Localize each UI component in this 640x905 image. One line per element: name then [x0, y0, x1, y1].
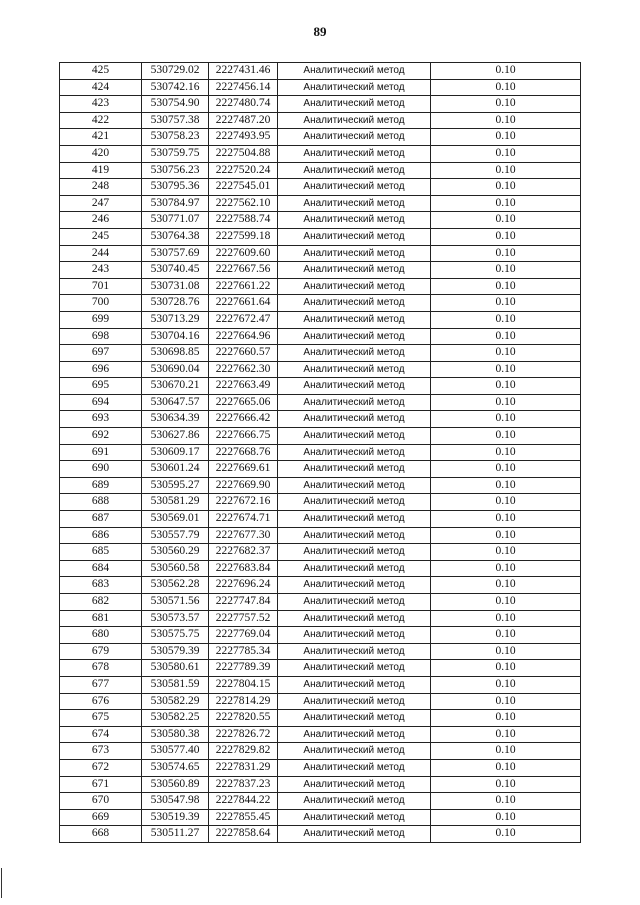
method-cell: Аналитический метод [278, 162, 431, 179]
method-cell: Аналитический метод [278, 494, 431, 511]
method-cell: Аналитический метод [278, 278, 431, 295]
table-row [60, 63, 581, 80]
x-coordinate-cell: 530713.29 [142, 311, 209, 328]
point-number-cell: 683 [60, 577, 142, 594]
method-cell: Аналитический метод [278, 444, 431, 461]
accuracy-cell: 0.10 [431, 361, 581, 378]
table-row [60, 793, 581, 810]
accuracy-cell: 0.10 [431, 759, 581, 776]
x-coordinate-cell: 530742.16 [142, 79, 209, 96]
point-number-cell: 692 [60, 428, 142, 445]
x-coordinate-cell: 530754.90 [142, 96, 209, 113]
table-row [60, 345, 581, 362]
method-cell: Аналитический метод [278, 428, 431, 445]
x-coordinate-cell: 530569.01 [142, 511, 209, 528]
table-row [60, 278, 581, 295]
coordinates-table-container [59, 62, 580, 843]
table-row [60, 676, 581, 693]
accuracy-cell: 0.10 [431, 743, 581, 760]
x-coordinate-cell: 530581.59 [142, 676, 209, 693]
x-coordinate-cell: 530601.24 [142, 461, 209, 478]
table-row [60, 129, 581, 146]
point-number-cell: 682 [60, 594, 142, 611]
y-coordinate-cell: 2227669.61 [209, 461, 278, 478]
point-number-cell: 668 [60, 826, 142, 843]
table-row [60, 394, 581, 411]
method-cell: Аналитический метод [278, 79, 431, 96]
method-cell: Аналитический метод [278, 112, 431, 129]
point-number-cell: 419 [60, 162, 142, 179]
method-cell: Аналитический метод [278, 394, 431, 411]
accuracy-cell: 0.10 [431, 228, 581, 245]
accuracy-cell: 0.10 [431, 610, 581, 627]
y-coordinate-cell: 2227663.49 [209, 378, 278, 395]
table-row [60, 162, 581, 179]
method-cell: Аналитический метод [278, 179, 431, 196]
point-number-cell: 694 [60, 394, 142, 411]
x-coordinate-cell: 530577.40 [142, 743, 209, 760]
y-coordinate-cell: 2227858.64 [209, 826, 278, 843]
method-cell: Аналитический метод [278, 793, 431, 810]
x-coordinate-cell: 530647.57 [142, 394, 209, 411]
accuracy-cell: 0.10 [431, 328, 581, 345]
y-coordinate-cell: 2227814.29 [209, 693, 278, 710]
method-cell: Аналитический метод [278, 527, 431, 544]
y-coordinate-cell: 2227666.75 [209, 428, 278, 445]
x-coordinate-cell: 530519.39 [142, 809, 209, 826]
y-coordinate-cell: 2227674.71 [209, 511, 278, 528]
accuracy-cell: 0.10 [431, 809, 581, 826]
coordinates-table [59, 62, 581, 843]
point-number-cell: 420 [60, 145, 142, 162]
accuracy-cell: 0.10 [431, 162, 581, 179]
x-coordinate-cell: 530704.16 [142, 328, 209, 345]
table-row [60, 361, 581, 378]
method-cell: Аналитический метод [278, 577, 431, 594]
x-coordinate-cell: 530582.29 [142, 693, 209, 710]
table-row [60, 809, 581, 826]
table-row [60, 759, 581, 776]
table-row [60, 96, 581, 113]
x-coordinate-cell: 530609.17 [142, 444, 209, 461]
accuracy-cell: 0.10 [431, 444, 581, 461]
y-coordinate-cell: 2227672.47 [209, 311, 278, 328]
method-cell: Аналитический метод [278, 228, 431, 245]
y-coordinate-cell: 2227480.74 [209, 96, 278, 113]
x-coordinate-cell: 530595.27 [142, 477, 209, 494]
method-cell: Аналитический метод [278, 511, 431, 528]
accuracy-cell: 0.10 [431, 660, 581, 677]
y-coordinate-cell: 2227667.56 [209, 262, 278, 279]
accuracy-cell: 0.10 [431, 676, 581, 693]
method-cell: Аналитический метод [278, 245, 431, 262]
accuracy-cell: 0.10 [431, 627, 581, 644]
table-row [60, 212, 581, 229]
method-cell: Аналитический метод [278, 212, 431, 229]
table-row [60, 643, 581, 660]
x-coordinate-cell: 530582.25 [142, 710, 209, 727]
method-cell: Аналитический метод [278, 676, 431, 693]
y-coordinate-cell: 2227664.96 [209, 328, 278, 345]
x-coordinate-cell: 530573.57 [142, 610, 209, 627]
point-number-cell: 424 [60, 79, 142, 96]
point-number-cell: 675 [60, 710, 142, 727]
table-row [60, 145, 581, 162]
method-cell: Аналитический метод [278, 560, 431, 577]
x-coordinate-cell: 530698.85 [142, 345, 209, 362]
accuracy-cell: 0.10 [431, 793, 581, 810]
accuracy-cell: 0.10 [431, 245, 581, 262]
accuracy-cell: 0.10 [431, 311, 581, 328]
y-coordinate-cell: 2227747.84 [209, 594, 278, 611]
point-number-cell: 691 [60, 444, 142, 461]
point-number-cell: 690 [60, 461, 142, 478]
method-cell: Аналитический метод [278, 693, 431, 710]
table-row [60, 245, 581, 262]
y-coordinate-cell: 2227672.16 [209, 494, 278, 511]
page-number: 89 [313, 24, 327, 39]
x-coordinate-cell: 530511.27 [142, 826, 209, 843]
x-coordinate-cell: 530795.36 [142, 179, 209, 196]
method-cell: Аналитический метод [278, 345, 431, 362]
accuracy-cell: 0.10 [431, 179, 581, 196]
x-coordinate-cell: 530728.76 [142, 295, 209, 312]
accuracy-cell: 0.10 [431, 544, 581, 561]
table-row [60, 826, 581, 843]
x-coordinate-cell: 530740.45 [142, 262, 209, 279]
point-number-cell: 696 [60, 361, 142, 378]
table-row [60, 627, 581, 644]
table-row [60, 577, 581, 594]
y-coordinate-cell: 2227683.84 [209, 560, 278, 577]
table-row [60, 262, 581, 279]
x-coordinate-cell: 530580.38 [142, 726, 209, 743]
y-coordinate-cell: 2227669.90 [209, 477, 278, 494]
accuracy-cell: 0.10 [431, 112, 581, 129]
x-coordinate-cell: 530574.65 [142, 759, 209, 776]
point-number-cell: 244 [60, 245, 142, 262]
accuracy-cell: 0.10 [431, 411, 581, 428]
method-cell: Аналитический метод [278, 195, 431, 212]
table-row [60, 179, 581, 196]
y-coordinate-cell: 2227609.60 [209, 245, 278, 262]
table-row [60, 693, 581, 710]
y-coordinate-cell: 2227504.88 [209, 145, 278, 162]
table-row [60, 594, 581, 611]
x-coordinate-cell: 530547.98 [142, 793, 209, 810]
table-row [60, 195, 581, 212]
method-cell: Аналитический метод [278, 63, 431, 80]
y-coordinate-cell: 2227662.30 [209, 361, 278, 378]
point-number-cell: 672 [60, 759, 142, 776]
x-coordinate-cell: 530670.21 [142, 378, 209, 395]
accuracy-cell: 0.10 [431, 477, 581, 494]
accuracy-cell: 0.10 [431, 378, 581, 395]
accuracy-cell: 0.10 [431, 693, 581, 710]
x-coordinate-cell: 530560.89 [142, 776, 209, 793]
table-row [60, 428, 581, 445]
method-cell: Аналитический метод [278, 477, 431, 494]
table-row [60, 112, 581, 129]
method-cell: Аналитический метод [278, 311, 431, 328]
table-row [60, 660, 581, 677]
x-coordinate-cell: 530756.23 [142, 162, 209, 179]
y-coordinate-cell: 2227661.22 [209, 278, 278, 295]
accuracy-cell: 0.10 [431, 428, 581, 445]
table-body [60, 63, 581, 843]
point-number-cell: 693 [60, 411, 142, 428]
method-cell: Аналитический метод [278, 726, 431, 743]
point-number-cell: 681 [60, 610, 142, 627]
y-coordinate-cell: 2227677.30 [209, 527, 278, 544]
x-coordinate-cell: 530771.07 [142, 212, 209, 229]
y-coordinate-cell: 2227844.22 [209, 793, 278, 810]
accuracy-cell: 0.10 [431, 710, 581, 727]
table-row [60, 328, 581, 345]
x-coordinate-cell: 530757.38 [142, 112, 209, 129]
method-cell: Аналитический метод [278, 660, 431, 677]
accuracy-cell: 0.10 [431, 96, 581, 113]
x-coordinate-cell: 530729.02 [142, 63, 209, 80]
y-coordinate-cell: 2227666.42 [209, 411, 278, 428]
y-coordinate-cell: 2227820.55 [209, 710, 278, 727]
y-coordinate-cell: 2227831.29 [209, 759, 278, 776]
x-coordinate-cell: 530757.69 [142, 245, 209, 262]
method-cell: Аналитический метод [278, 594, 431, 611]
y-coordinate-cell: 2227599.18 [209, 228, 278, 245]
table-row [60, 743, 581, 760]
x-coordinate-cell: 530571.56 [142, 594, 209, 611]
point-number-cell: 246 [60, 212, 142, 229]
accuracy-cell: 0.10 [431, 494, 581, 511]
table-row [60, 477, 581, 494]
y-coordinate-cell: 2227545.01 [209, 179, 278, 196]
table-row [60, 411, 581, 428]
point-number-cell: 684 [60, 560, 142, 577]
point-number-cell: 698 [60, 328, 142, 345]
y-coordinate-cell: 2227789.39 [209, 660, 278, 677]
point-number-cell: 686 [60, 527, 142, 544]
y-coordinate-cell: 2227562.10 [209, 195, 278, 212]
table-row [60, 544, 581, 561]
accuracy-cell: 0.10 [431, 63, 581, 80]
table-row [60, 511, 581, 528]
table-row [60, 726, 581, 743]
x-coordinate-cell: 530731.08 [142, 278, 209, 295]
method-cell: Аналитический метод [278, 378, 431, 395]
table-row [60, 461, 581, 478]
x-coordinate-cell: 530560.29 [142, 544, 209, 561]
method-cell: Аналитический метод [278, 610, 431, 627]
point-number-cell: 670 [60, 793, 142, 810]
accuracy-cell: 0.10 [431, 345, 581, 362]
point-number-cell: 425 [60, 63, 142, 80]
y-coordinate-cell: 2227520.24 [209, 162, 278, 179]
point-number-cell: 247 [60, 195, 142, 212]
x-coordinate-cell: 530560.58 [142, 560, 209, 577]
accuracy-cell: 0.10 [431, 560, 581, 577]
method-cell: Аналитический метод [278, 743, 431, 760]
accuracy-cell: 0.10 [431, 776, 581, 793]
table-row [60, 776, 581, 793]
method-cell: Аналитический метод [278, 759, 431, 776]
y-coordinate-cell: 2227804.15 [209, 676, 278, 693]
page-edge-mark [1, 868, 2, 898]
point-number-cell: 688 [60, 494, 142, 511]
accuracy-cell: 0.10 [431, 826, 581, 843]
method-cell: Аналитический метод [278, 461, 431, 478]
method-cell: Аналитический метод [278, 710, 431, 727]
y-coordinate-cell: 2227855.45 [209, 809, 278, 826]
y-coordinate-cell: 2227757.52 [209, 610, 278, 627]
table-row [60, 494, 581, 511]
point-number-cell: 676 [60, 693, 142, 710]
accuracy-cell: 0.10 [431, 726, 581, 743]
method-cell: Аналитический метод [278, 809, 431, 826]
point-number-cell: 674 [60, 726, 142, 743]
y-coordinate-cell: 2227829.82 [209, 743, 278, 760]
y-coordinate-cell: 2227661.64 [209, 295, 278, 312]
table-row [60, 560, 581, 577]
x-coordinate-cell: 530758.23 [142, 129, 209, 146]
x-coordinate-cell: 530580.61 [142, 660, 209, 677]
accuracy-cell: 0.10 [431, 129, 581, 146]
method-cell: Аналитический метод [278, 145, 431, 162]
accuracy-cell: 0.10 [431, 461, 581, 478]
table-row [60, 378, 581, 395]
point-number-cell: 243 [60, 262, 142, 279]
point-number-cell: 421 [60, 129, 142, 146]
method-cell: Аналитический метод [278, 295, 431, 312]
y-coordinate-cell: 2227456.14 [209, 79, 278, 96]
accuracy-cell: 0.10 [431, 594, 581, 611]
method-cell: Аналитический метод [278, 361, 431, 378]
accuracy-cell: 0.10 [431, 79, 581, 96]
accuracy-cell: 0.10 [431, 278, 581, 295]
x-coordinate-cell: 530627.86 [142, 428, 209, 445]
y-coordinate-cell: 2227588.74 [209, 212, 278, 229]
method-cell: Аналитический метод [278, 544, 431, 561]
point-number-cell: 699 [60, 311, 142, 328]
x-coordinate-cell: 530579.39 [142, 643, 209, 660]
x-coordinate-cell: 530562.28 [142, 577, 209, 594]
y-coordinate-cell: 2227487.20 [209, 112, 278, 129]
table-row [60, 444, 581, 461]
method-cell: Аналитический метод [278, 96, 431, 113]
x-coordinate-cell: 530557.79 [142, 527, 209, 544]
table-row [60, 295, 581, 312]
method-cell: Аналитический метод [278, 262, 431, 279]
table-row [60, 527, 581, 544]
y-coordinate-cell: 2227826.72 [209, 726, 278, 743]
point-number-cell: 669 [60, 809, 142, 826]
y-coordinate-cell: 2227493.95 [209, 129, 278, 146]
table-row [60, 311, 581, 328]
point-number-cell: 423 [60, 96, 142, 113]
point-number-cell: 689 [60, 477, 142, 494]
accuracy-cell: 0.10 [431, 643, 581, 660]
method-cell: Аналитический метод [278, 643, 431, 660]
accuracy-cell: 0.10 [431, 145, 581, 162]
point-number-cell: 687 [60, 511, 142, 528]
method-cell: Аналитический метод [278, 129, 431, 146]
x-coordinate-cell: 530764.38 [142, 228, 209, 245]
method-cell: Аналитический метод [278, 776, 431, 793]
table-row [60, 610, 581, 627]
x-coordinate-cell: 530575.75 [142, 627, 209, 644]
accuracy-cell: 0.10 [431, 527, 581, 544]
point-number-cell: 422 [60, 112, 142, 129]
method-cell: Аналитический метод [278, 826, 431, 843]
accuracy-cell: 0.10 [431, 394, 581, 411]
point-number-cell: 245 [60, 228, 142, 245]
y-coordinate-cell: 2227682.37 [209, 544, 278, 561]
point-number-cell: 679 [60, 643, 142, 660]
y-coordinate-cell: 2227696.24 [209, 577, 278, 594]
accuracy-cell: 0.10 [431, 577, 581, 594]
point-number-cell: 697 [60, 345, 142, 362]
accuracy-cell: 0.10 [431, 212, 581, 229]
point-number-cell: 695 [60, 378, 142, 395]
method-cell: Аналитический метод [278, 411, 431, 428]
x-coordinate-cell: 530634.39 [142, 411, 209, 428]
table-row [60, 79, 581, 96]
method-cell: Аналитический метод [278, 627, 431, 644]
table-row [60, 710, 581, 727]
y-coordinate-cell: 2227431.46 [209, 63, 278, 80]
method-cell: Аналитический метод [278, 328, 431, 345]
x-coordinate-cell: 530784.97 [142, 195, 209, 212]
x-coordinate-cell: 530759.75 [142, 145, 209, 162]
y-coordinate-cell: 2227769.04 [209, 627, 278, 644]
y-coordinate-cell: 2227660.57 [209, 345, 278, 362]
table-row [60, 228, 581, 245]
y-coordinate-cell: 2227837.23 [209, 776, 278, 793]
point-number-cell: 673 [60, 743, 142, 760]
y-coordinate-cell: 2227785.34 [209, 643, 278, 660]
accuracy-cell: 0.10 [431, 195, 581, 212]
point-number-cell: 677 [60, 676, 142, 693]
point-number-cell: 680 [60, 627, 142, 644]
accuracy-cell: 0.10 [431, 511, 581, 528]
point-number-cell: 678 [60, 660, 142, 677]
x-coordinate-cell: 530690.04 [142, 361, 209, 378]
point-number-cell: 701 [60, 278, 142, 295]
point-number-cell: 248 [60, 179, 142, 196]
y-coordinate-cell: 2227665.06 [209, 394, 278, 411]
y-coordinate-cell: 2227668.76 [209, 444, 278, 461]
accuracy-cell: 0.10 [431, 262, 581, 279]
point-number-cell: 700 [60, 295, 142, 312]
accuracy-cell: 0.10 [431, 295, 581, 312]
point-number-cell: 671 [60, 776, 142, 793]
x-coordinate-cell: 530581.29 [142, 494, 209, 511]
point-number-cell: 685 [60, 544, 142, 561]
